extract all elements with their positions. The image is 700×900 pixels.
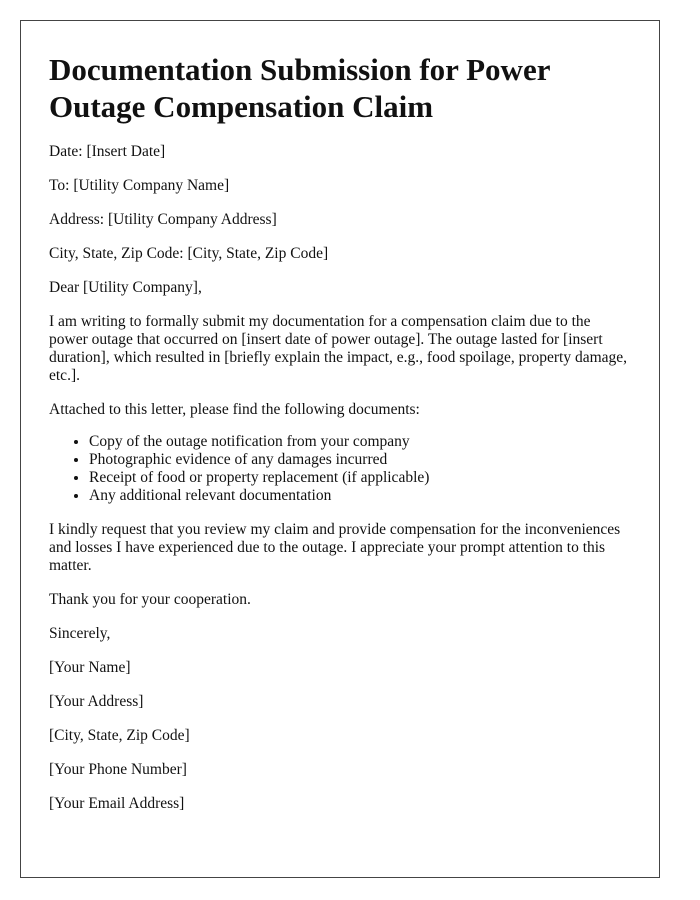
recipient-line: To: [Utility Company Name] [49, 177, 230, 194]
date-line: Date: [Insert Date] [49, 143, 166, 160]
signature-phone: [Your Phone Number] [49, 761, 187, 778]
attachments-list [49, 433, 631, 505]
document-title: Documentation Submission for Power Outage Compensation Claim [49, 52, 550, 124]
signature-block [49, 625, 631, 813]
attachment-item: • Receipt of food or property replacement (if applicable) [89, 469, 631, 487]
signature-city: [City, State, Zip Code] [49, 727, 190, 744]
recipient-city-line: City, State, Zip Code: [City, State, Zip Code] [49, 245, 329, 262]
letter-page [20, 20, 660, 878]
attachment-item: • Copy of the outage notification from your company [89, 433, 631, 451]
body-paragraph-1: I am writing to formally submit my documentation for a compensation claim due to the power outage that occurred on [insert date of power outage]. The outage lasted for [insert duration], which resulted in [briefly explain the impact, e.g., food spoilage, property damage, etc.]. [49, 313, 628, 384]
recipient-address-line: Address: [Utility Company Address] [49, 211, 277, 228]
attachments-intro: Attached to this letter, please find the following documents: [49, 401, 420, 418]
body-paragraph-2: I kindly request that you review my claim and provide compensation for the inconveniences and losses I have experienced due to the outage. I appreciate your prompt attention to this matter. [49, 521, 621, 574]
closing: Sincerely, [49, 625, 111, 642]
signature-name: [Your Name] [49, 659, 131, 676]
signature-address: [Your Address] [49, 693, 144, 710]
attachment-item: • Photographic evidence of any damages incurred [89, 451, 631, 469]
signature-email: [Your Email Address] [49, 795, 185, 812]
thanks-line: Thank you for your cooperation. [49, 591, 251, 608]
attachment-item: • Any additional relevant documentation [89, 487, 631, 505]
salutation: Dear [Utility Company], [49, 279, 202, 296]
